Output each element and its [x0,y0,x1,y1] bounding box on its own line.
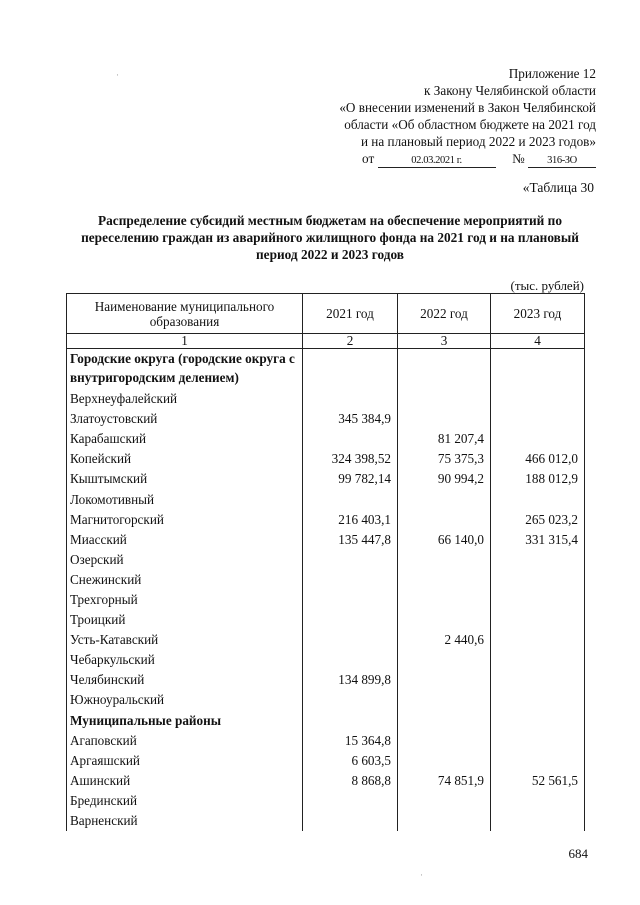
row-name: Трехгорный [67,590,303,610]
value-2023: 331 315,4 [491,530,585,550]
value-2023 [491,650,585,670]
col-number-4: 4 [491,334,585,349]
table-row [67,510,585,530]
value-2023: 188 012,9 [491,469,585,489]
row-name: Магнитогорский [67,510,303,530]
value-2022: 90 994,2 [398,469,491,489]
col-number-1: 1 [67,334,303,349]
value-2023 [491,570,585,590]
row-name: Ашинский [67,771,303,791]
value-2023 [491,489,585,509]
value-2023 [491,670,585,690]
table-row [67,811,585,831]
row-name: Агаповский [67,731,303,751]
row-name: Локомотивный [67,489,303,509]
value-2023 [491,349,585,390]
value-2022 [398,650,491,670]
value-2021: 6 603,5 [303,751,398,771]
value-2022: 74 851,9 [398,771,491,791]
annex-line-2: к Закону Челябинской области [424,83,596,98]
value-2022 [398,791,491,811]
annex-line-3: «О внесении изменений в Закон Челябинской [339,100,596,115]
value-2021: 324 398,52 [303,449,398,469]
table-reference: «Таблица 30 [522,180,594,195]
row-name: Усть-Катавский [67,630,303,650]
units-label: (тыс. рублей) [510,278,584,293]
law-date: 02.03.2021 г. [378,154,496,168]
value-2023 [491,731,585,751]
row-name: Златоустовский [67,409,303,429]
annex-line-4: области «Об областном бюджете на 2021 год [344,117,596,132]
table-row [67,550,585,570]
value-2022: 2 440,6 [398,630,491,650]
value-2021 [303,650,398,670]
value-2023 [491,630,585,650]
annex-header [296,65,596,168]
value-2023 [491,610,585,630]
value-2021: 345 384,9 [303,409,398,429]
value-2022 [398,690,491,710]
header-name: Наименование муниципального образования [67,294,303,334]
value-2021: 99 782,14 [303,469,398,489]
value-2021 [303,630,398,650]
section-row [67,711,585,731]
value-2021 [303,429,398,449]
table-row [67,751,585,771]
table-row [67,630,585,650]
value-2022 [398,570,491,590]
value-2023 [491,811,585,831]
value-2021 [303,610,398,630]
table-row [67,670,585,690]
table-row [67,429,585,449]
header-2023: 2023 год [491,294,585,334]
value-2022 [398,510,491,530]
value-2022 [398,610,491,630]
row-name: Копейский [67,449,303,469]
value-2022 [398,811,491,831]
col-number-3: 3 [398,334,491,349]
value-2021 [303,791,398,811]
value-2022 [398,349,491,390]
value-2022: 66 140,0 [398,530,491,550]
value-2023 [491,429,585,449]
value-2022 [398,731,491,751]
law-number: 316-ЗО [528,154,596,168]
row-name: Южноуральский [67,690,303,710]
value-2021 [303,550,398,570]
scan-speck: · [420,870,423,880]
value-2021 [303,590,398,610]
table-row [67,650,585,670]
value-2022 [398,711,491,731]
table-row [67,570,585,590]
value-2021: 135 447,8 [303,530,398,550]
annex-date-line [296,150,596,168]
annex-line-1: Приложение 12 [508,66,596,81]
subsidy-table [66,293,585,831]
value-2023: 466 012,0 [491,449,585,469]
value-2021 [303,489,398,509]
value-2023 [491,409,585,429]
row-name: Чебаркульский [67,650,303,670]
col-number-2: 2 [303,334,398,349]
value-2021 [303,690,398,710]
document-title: Распределение субсидий местным бюджетам на обеспечение мероприятий по переселению граждан из аварийного жилищного фонда на 2021 год и на плановый период 2022 и 2023 годов [81,213,579,262]
row-name: Троицкий [67,610,303,630]
row-name: Карабашский [67,429,303,449]
row-name: Миасский [67,530,303,550]
row-name: Верхнеуфалейский [67,389,303,409]
row-name: Брединский [67,791,303,811]
value-2022 [398,751,491,771]
table-header-row [67,294,585,334]
value-2022 [398,389,491,409]
value-2022 [398,489,491,509]
value-2022 [398,409,491,429]
scan-speck: · [116,70,119,80]
value-2021: 216 403,1 [303,510,398,530]
annex-line-5: и на плановый период 2022 и 2023 годов» [360,134,596,149]
value-2022 [398,670,491,690]
table-row [67,771,585,791]
row-name: Кыштымский [67,469,303,489]
header-2021: 2021 год [303,294,398,334]
row-name: Варненский [67,811,303,831]
date-prefix: от [362,151,375,166]
row-name: Городские округа (городские округа с внутригородским делением) [67,349,303,390]
header-2022: 2022 год [398,294,491,334]
row-name: Челябинский [67,670,303,690]
value-2021 [303,570,398,590]
table-row [67,409,585,429]
value-2021: 134 899,8 [303,670,398,690]
value-2023 [491,791,585,811]
value-2021 [303,349,398,390]
value-2023: 52 561,5 [491,771,585,791]
table-row [67,489,585,509]
value-2022: 75 375,3 [398,449,491,469]
table-row [67,389,585,409]
row-name: Озерский [67,550,303,570]
row-name: Снежинский [67,570,303,590]
value-2021: 8 868,8 [303,771,398,791]
value-2023 [491,711,585,731]
row-name: Муниципальные районы [67,711,303,731]
value-2022 [398,550,491,570]
table-row [67,530,585,550]
value-2023: 265 023,2 [491,510,585,530]
value-2021: 15 364,8 [303,731,398,751]
value-2023 [491,389,585,409]
table-row [67,731,585,751]
table-row [67,791,585,811]
value-2021 [303,389,398,409]
table-row [67,610,585,630]
value-2021 [303,711,398,731]
value-2021 [303,811,398,831]
value-2023 [491,550,585,570]
table-row [67,590,585,610]
table-row [67,690,585,710]
value-2022 [398,590,491,610]
number-prefix: № [512,151,525,166]
column-number-row [67,334,585,349]
row-name: Аргаяшский [67,751,303,771]
table-row [67,449,585,469]
value-2022: 81 207,4 [398,429,491,449]
value-2023 [491,590,585,610]
section-row [67,349,585,390]
value-2023 [491,690,585,710]
table-row [67,469,585,489]
value-2023 [491,751,585,771]
page-number: 684 [568,846,588,861]
